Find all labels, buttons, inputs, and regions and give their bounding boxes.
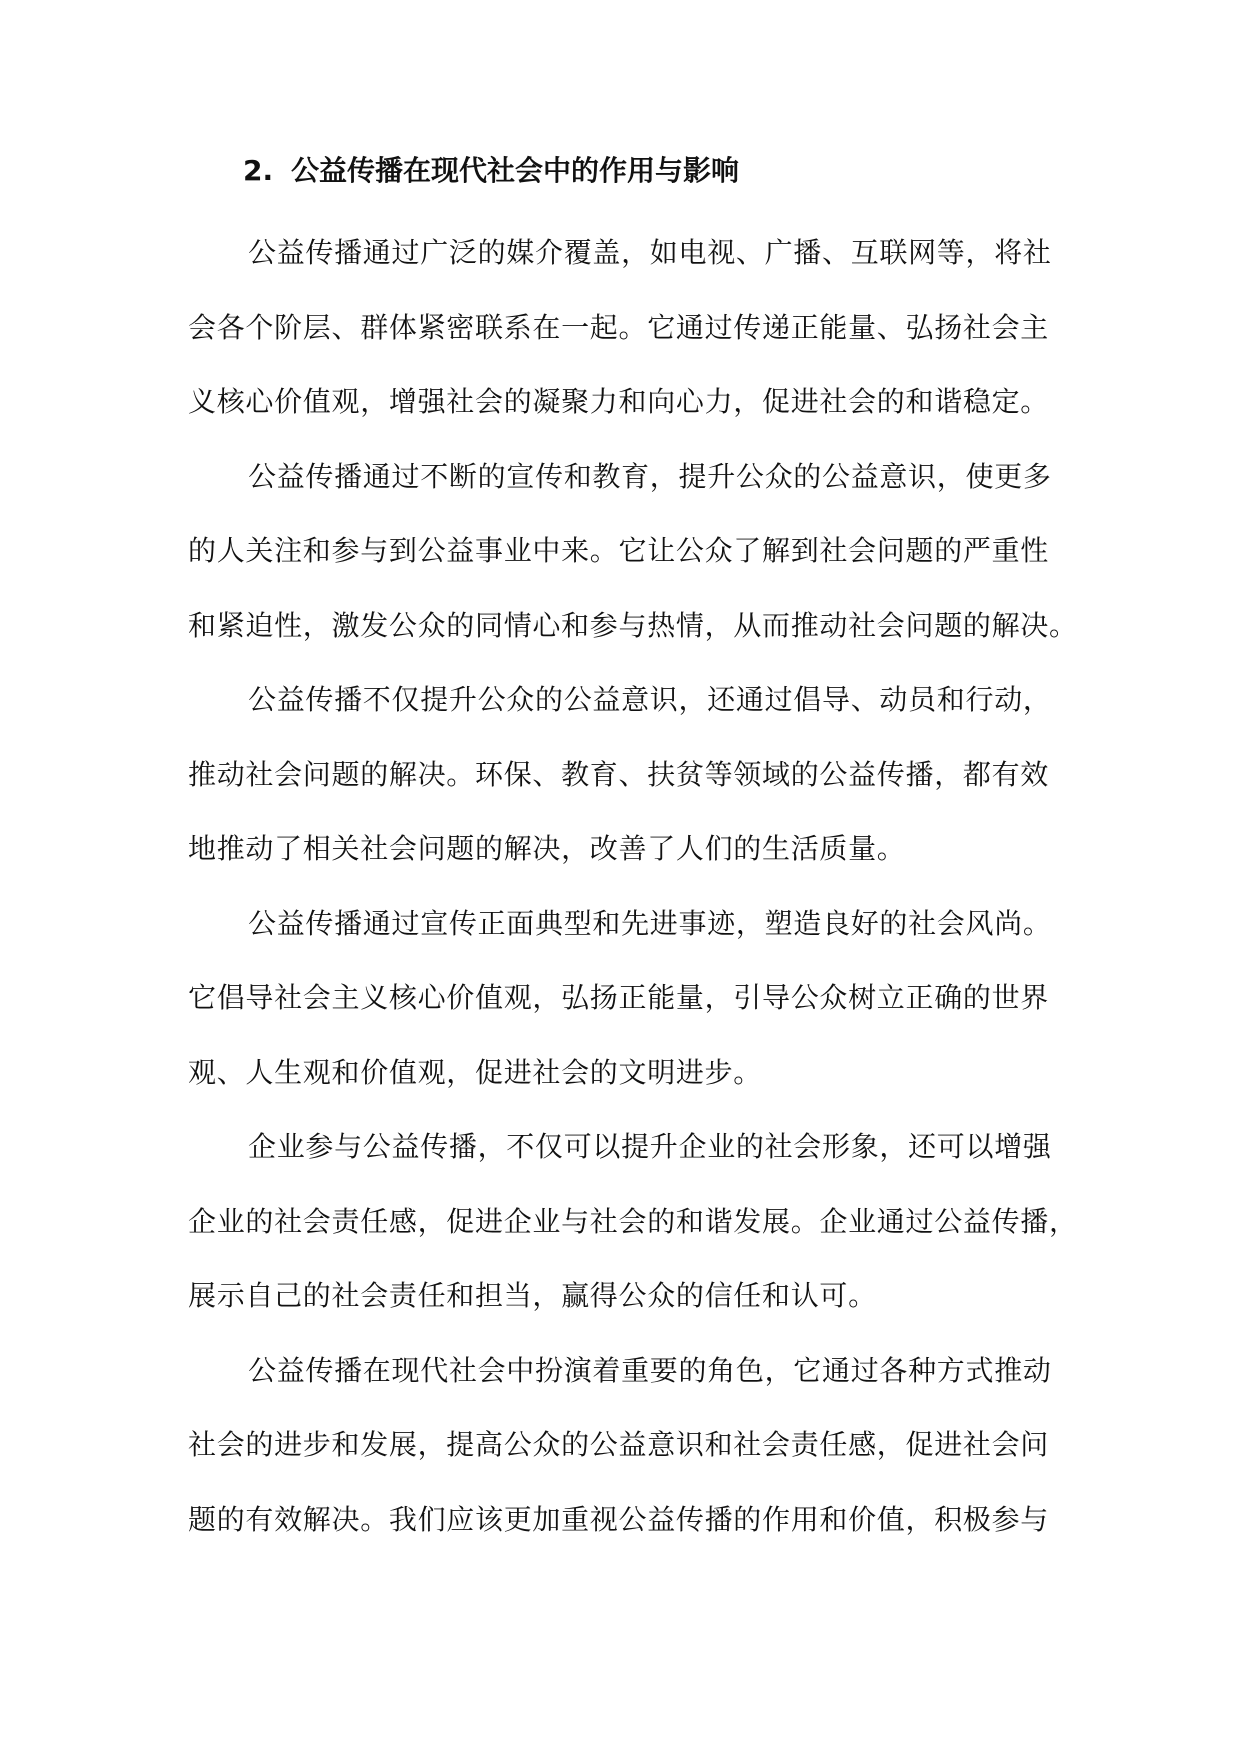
text-line: 企业参与公益传播，不仅可以提升企业的社会形象，还可以增强 xyxy=(248,1130,1052,1163)
text-line: 题的有效解决。我们应该更加重视公益传播的作用和价值，积极参与 xyxy=(188,1502,1050,1536)
text-line: 义核心价值观，增强社会的凝聚力和向心力，促进社会的和谐稳定。 xyxy=(188,385,1050,418)
paragraph xyxy=(188,440,1078,664)
text-line: 企业的社会责任感，促进企业与社会的和谐发展。企业通过公益传播， xyxy=(188,1204,1078,1238)
text-line: 地推动了相关社会问题的解决，改善了人们的生活质量。 xyxy=(188,832,906,865)
text-line: 和紧迫性，激发公众的同情心和参与热情，从而推动社会问题的解决。 xyxy=(188,608,1078,642)
text-line: 社会的进步和发展，提高公众的公益意识和社会责任感，促进社会问 xyxy=(188,1428,1050,1461)
section-number: 2. xyxy=(243,154,274,187)
text-line: 观、人生观和价值观，促进社会的文明进步。 xyxy=(188,1055,763,1089)
text-line: 展示自己的社会责任和担当，赢得公众的信任和认可。 xyxy=(188,1279,877,1312)
section-title: 公益传播在现代社会中的作用与影响 xyxy=(291,154,740,187)
section-heading xyxy=(243,148,1143,194)
text-line: 公益传播不仅提升公众的公益意识，还通过倡导、动员和行动， xyxy=(248,683,1052,716)
text-line: 的人关注和参与到公益事业中来。它让公众了解到社会问题的严重性 xyxy=(188,534,1050,567)
text-line: 推动社会问题的解决。环保、教育、扶贫等领域的公益传播，都有效 xyxy=(188,757,1050,791)
paragraph xyxy=(188,216,1058,440)
text-line: 公益传播在现代社会中扮演着重要的角色，它通过各种方式推动 xyxy=(248,1353,1052,1387)
text-line: 它倡导社会主义核心价值观，弘扬正能量，引导公众树立正确的世界 xyxy=(188,981,1050,1014)
paragraph xyxy=(188,663,1058,887)
text-line: 会各个阶层、群体紧密联系在一起。它通过传递正能量、弘扬社会主 xyxy=(188,310,1050,344)
paragraph xyxy=(188,887,1058,1111)
paragraph xyxy=(188,1110,1078,1334)
body-text xyxy=(188,216,1078,1557)
text-line: 公益传播通过广泛的媒介覆盖，如电视、广播、互联网等，将社 xyxy=(248,236,1052,269)
text-line: 公益传播通过不断的宣传和教育，提升公众的公益意识，使更多 xyxy=(248,459,1052,493)
text-line: 公益传播通过宣传正面典型和先进事迹，塑造良好的社会风尚。 xyxy=(248,906,1052,940)
paragraph xyxy=(188,1334,1058,1558)
